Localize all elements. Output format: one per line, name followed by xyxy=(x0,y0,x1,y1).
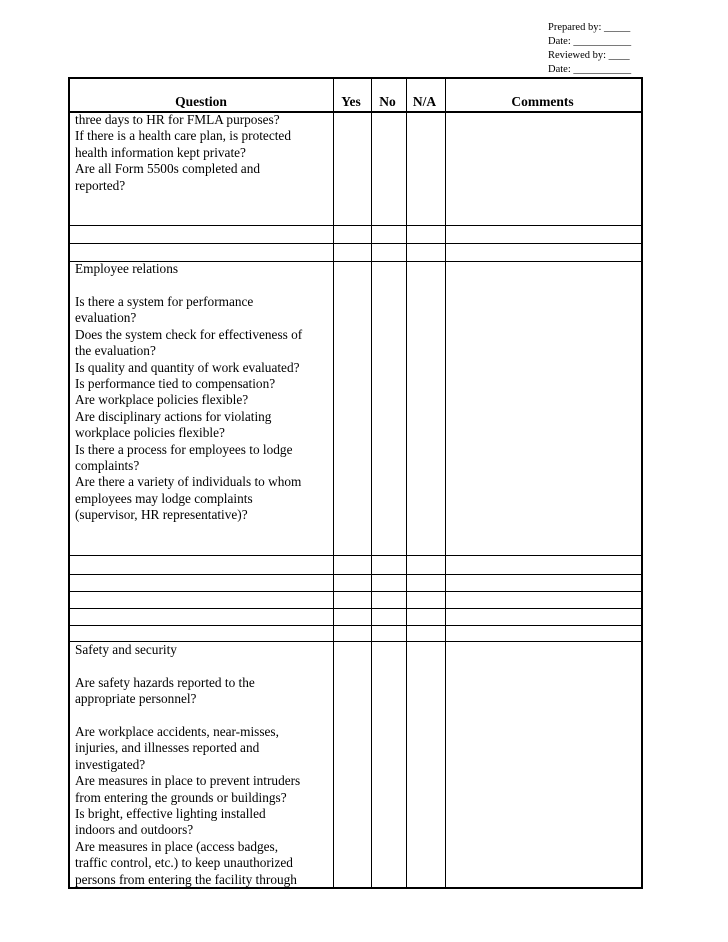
col-header-question: Question xyxy=(175,94,227,109)
date-line-2: Date: ___________ xyxy=(548,64,632,75)
reviewed-by-line: Reviewed by: ____ xyxy=(548,50,630,61)
row-rule xyxy=(70,625,641,626)
row-rule xyxy=(70,243,641,244)
row-rule xyxy=(70,591,641,592)
col-header-comments: Comments xyxy=(511,94,574,109)
prepared-by-line: Prepared by: _____ xyxy=(548,22,631,33)
col-header-na: N/A xyxy=(412,94,437,109)
question-cell-safety-measures: Are workplace accidents, near-misses, injuries, and illnesses reported and investigated? Are measures in place to prevent intruders from entering the grounds or buildings? Is bright, effective lighting installed indoors and outdoors? Are measures in place (access badges, traffic control, etc.) to keep unauthorized persons from entering the facility through xyxy=(75,724,301,887)
question-cell-employee-relations: Is there a system for performance evaluation? Does the system check for effectiveness of the evaluation? Is quality and quantity of work evaluated? Is performance tied to compensation? Are workplace policies flexible? Are disciplinary actions for violating workplace policies flexible? Is there a process for employees to lodge complaints? Are there a variety of individuals to whom employees may lodge complaints (supervisor, HR representative)? xyxy=(75,294,303,523)
row-rule xyxy=(70,608,641,609)
question-cell-safety-hazards: Are safety hazards reported to the appropriate personnel? xyxy=(75,675,255,707)
col-header-yes: Yes xyxy=(341,94,361,109)
signoff-block xyxy=(548,21,644,77)
question-cell-hr-continued: three days to HR for FMLA purposes? If there is a health care plan, is protected health information kept private? Are all Form 5500s completed and reported? xyxy=(75,112,291,193)
section-title-employee-relations: Employee relations xyxy=(75,261,179,276)
row-rule xyxy=(70,555,641,556)
date-line-1: Date: ___________ xyxy=(548,36,632,47)
col-divider-yes xyxy=(371,79,372,887)
col-divider-no xyxy=(406,79,407,887)
col-header-no: No xyxy=(379,94,396,109)
col-divider-na xyxy=(445,79,446,887)
section-title-safety-security: Safety and security xyxy=(75,642,177,657)
row-rule xyxy=(70,574,641,575)
row-rule xyxy=(70,225,641,226)
col-divider-question xyxy=(333,79,334,887)
